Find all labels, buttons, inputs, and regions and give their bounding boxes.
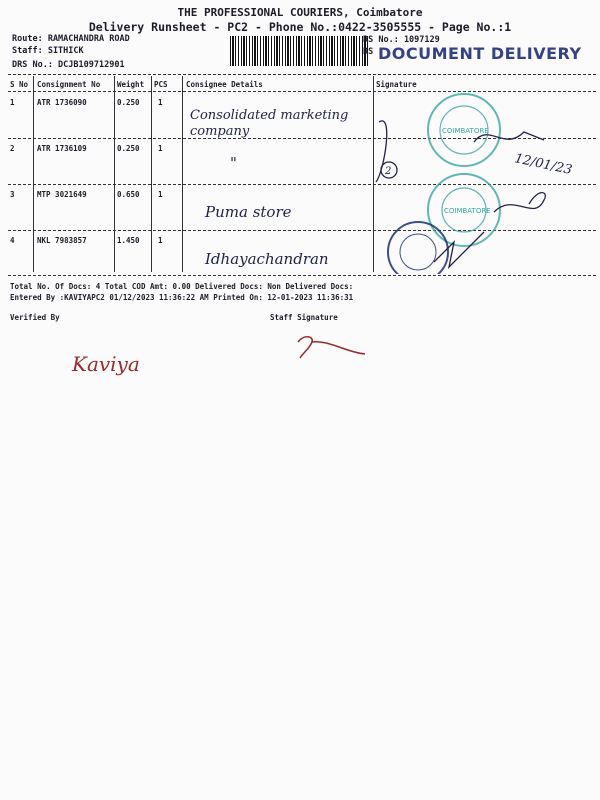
row2-consignee-ditto: " — [230, 154, 237, 172]
company-stamp-3 — [388, 222, 448, 274]
row4-pcs: 1 — [158, 236, 163, 245]
col-header-sno: S No — [10, 80, 29, 89]
delivery-date: 12/01/23 — [513, 151, 574, 179]
staff-signature-label: Staff Signature — [270, 313, 338, 322]
row2-mark: 2 — [385, 166, 392, 177]
row4-weight: 1.450 — [117, 236, 140, 245]
verifier-signature: Kaviya — [72, 352, 140, 376]
verified-by-label: Verified By — [10, 313, 60, 322]
col-divider — [114, 76, 115, 272]
row4-consignment: NKL 7983857 — [37, 236, 87, 245]
col-header-pcs: PCS — [154, 80, 168, 89]
table-top-rule — [8, 74, 596, 75]
col-header-signature: Signature — [376, 80, 417, 89]
row1-pcs: 1 — [158, 98, 163, 107]
row3-consignment: MTP 3021649 — [37, 190, 87, 199]
entered-printed-line: Entered By :KAVIYAPC2 01/12/2023 11:36:22 AM Printed On: 12-01-2023 11:36:31 — [10, 293, 354, 302]
col-header-consignee: Consignee Details — [186, 80, 263, 89]
staff-label: Staff: SITHICK — [12, 46, 84, 56]
document-delivery-stamp: DOCUMENT DELIVERY — [378, 44, 582, 63]
row2-pcs: 1 — [158, 144, 163, 153]
totals-line: Total No. Of Docs: 4 Total COD Amt: 0.00 Delivered Docs: Non Delivered Docs: — [10, 282, 354, 291]
col-header-consignment: Consignment No — [37, 80, 101, 89]
col-divider — [151, 76, 152, 272]
stamp2-city: COIMBATORE — [444, 207, 491, 215]
row4-consignee: Idhayachandran — [205, 250, 329, 268]
row3-consignee: Puma store — [205, 203, 292, 221]
row3-weight: 0.650 — [117, 190, 140, 199]
rs-prefix: RS — [363, 47, 374, 57]
signature-column-art — [374, 92, 596, 274]
row1-weight: 0.250 — [117, 98, 140, 107]
route-label: Route: RAMACHANDRA ROAD — [12, 34, 130, 44]
stamp1-city: COIMBATORE — [442, 127, 489, 135]
runsheet-subtitle: Delivery Runsheet - PC2 - Phone No.:0422-3505555 - Page No.:1 — [88, 20, 512, 34]
row2-weight: 0.250 — [117, 144, 140, 153]
row1-sno: 1 — [10, 98, 15, 107]
staff-signature-mark — [290, 330, 370, 360]
table-bottom-rule — [8, 275, 596, 276]
row2-sno: 2 — [10, 144, 15, 153]
row4-sno: 4 — [10, 236, 15, 245]
barcode — [230, 36, 368, 66]
row2-consignment: ATR 1736109 — [37, 144, 87, 153]
company-stamp-2 — [428, 174, 500, 246]
row3-pcs: 1 — [158, 190, 163, 199]
company-title: THE PROFESSIONAL COURIERS, Coimbatore — [177, 6, 423, 19]
row1-consignment: ATR 1736090 — [37, 98, 87, 107]
company-stamp-1 — [428, 94, 500, 166]
col-divider — [33, 76, 34, 272]
row1-consignee: Consolidated marketing company — [190, 108, 349, 139]
row3-sno: 3 — [10, 190, 15, 199]
col-header-weight: Weight — [117, 80, 145, 89]
rs-number: RS No.: 1097129 — [363, 35, 440, 45]
drs-number: DRS No.: DCJB109712901 — [12, 60, 125, 70]
col-divider — [182, 76, 183, 272]
